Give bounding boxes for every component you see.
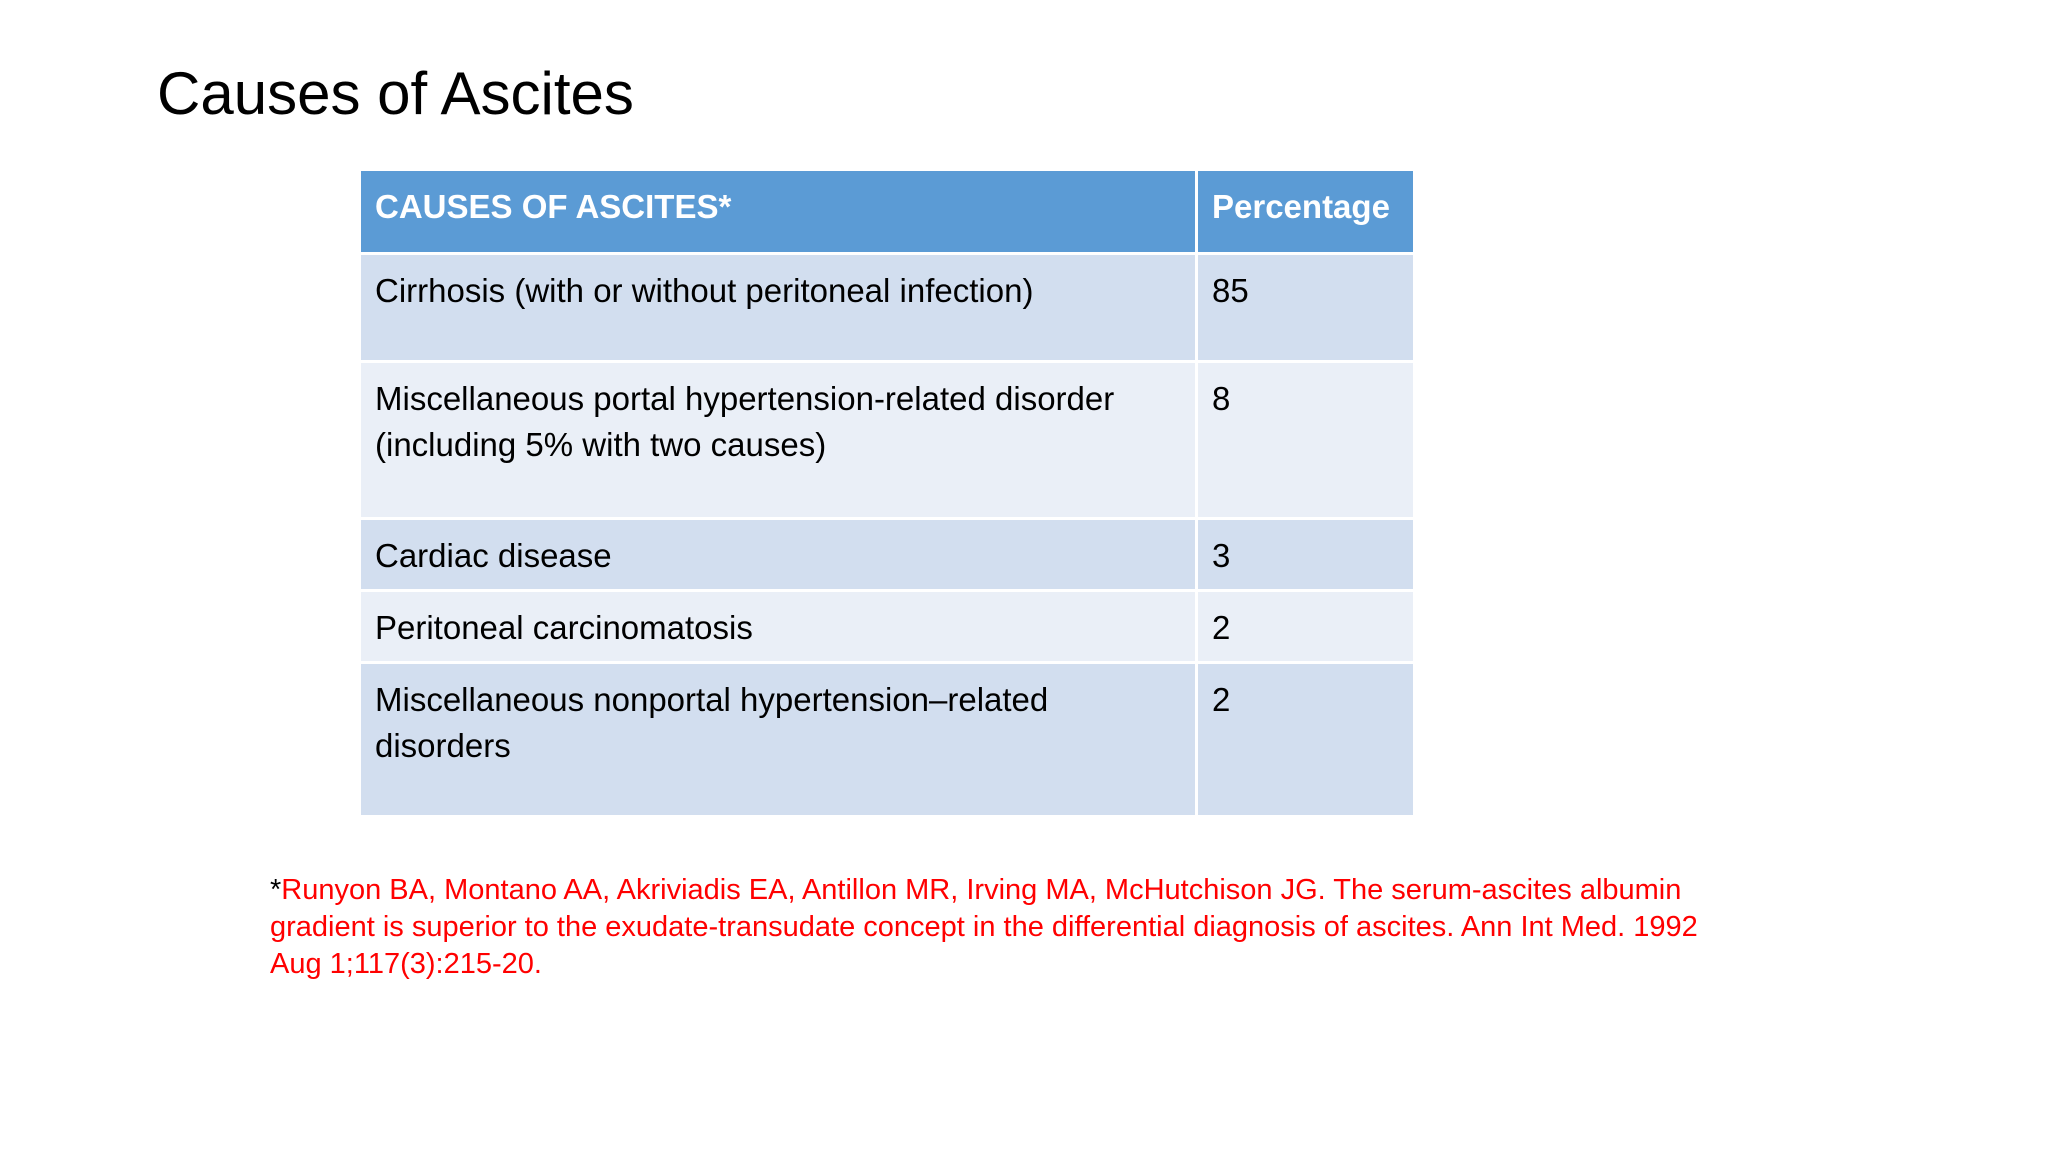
citation-footnote [270, 872, 1730, 983]
percentage-cell: 85 [1197, 254, 1415, 362]
slide-title: Causes of Ascites [157, 60, 634, 127]
footnote-marker: * [270, 874, 282, 906]
percentage-cell: 2 [1197, 663, 1415, 817]
percentage-cell: 3 [1197, 519, 1415, 591]
table-row [360, 591, 1415, 663]
table-row [360, 362, 1415, 519]
cause-cell: Miscellaneous nonportal hypertension–related disorders [360, 663, 1197, 817]
cause-cell: Miscellaneous portal hypertension-related disorder (including 5% with two causes) [360, 362, 1197, 519]
table-row [360, 254, 1415, 362]
cause-cell: Peritoneal carcinomatosis [360, 591, 1197, 663]
cause-cell: Cirrhosis (with or without peritoneal infection) [360, 254, 1197, 362]
header-percentage: Percentage [1197, 170, 1415, 254]
table-header-row [360, 170, 1415, 254]
cause-cell: Cardiac disease [360, 519, 1197, 591]
percentage-cell: 8 [1197, 362, 1415, 519]
table-row [360, 519, 1415, 591]
header-causes: CAUSES OF ASCITES* [360, 170, 1197, 254]
causes-table [358, 168, 1416, 818]
percentage-cell: 2 [1197, 591, 1415, 663]
table-row [360, 663, 1415, 817]
footnote-text: Runyon BA, Montano AA, Akriviadis EA, Antillon MR, Irving MA, McHutchison JG. The serum-ascites albumin gradient is superior to the exudate-transudate concept in the differential diagnosis of ascites. Ann Int Med. 1992 Aug 1;117(3):215-20. [270, 874, 1698, 980]
